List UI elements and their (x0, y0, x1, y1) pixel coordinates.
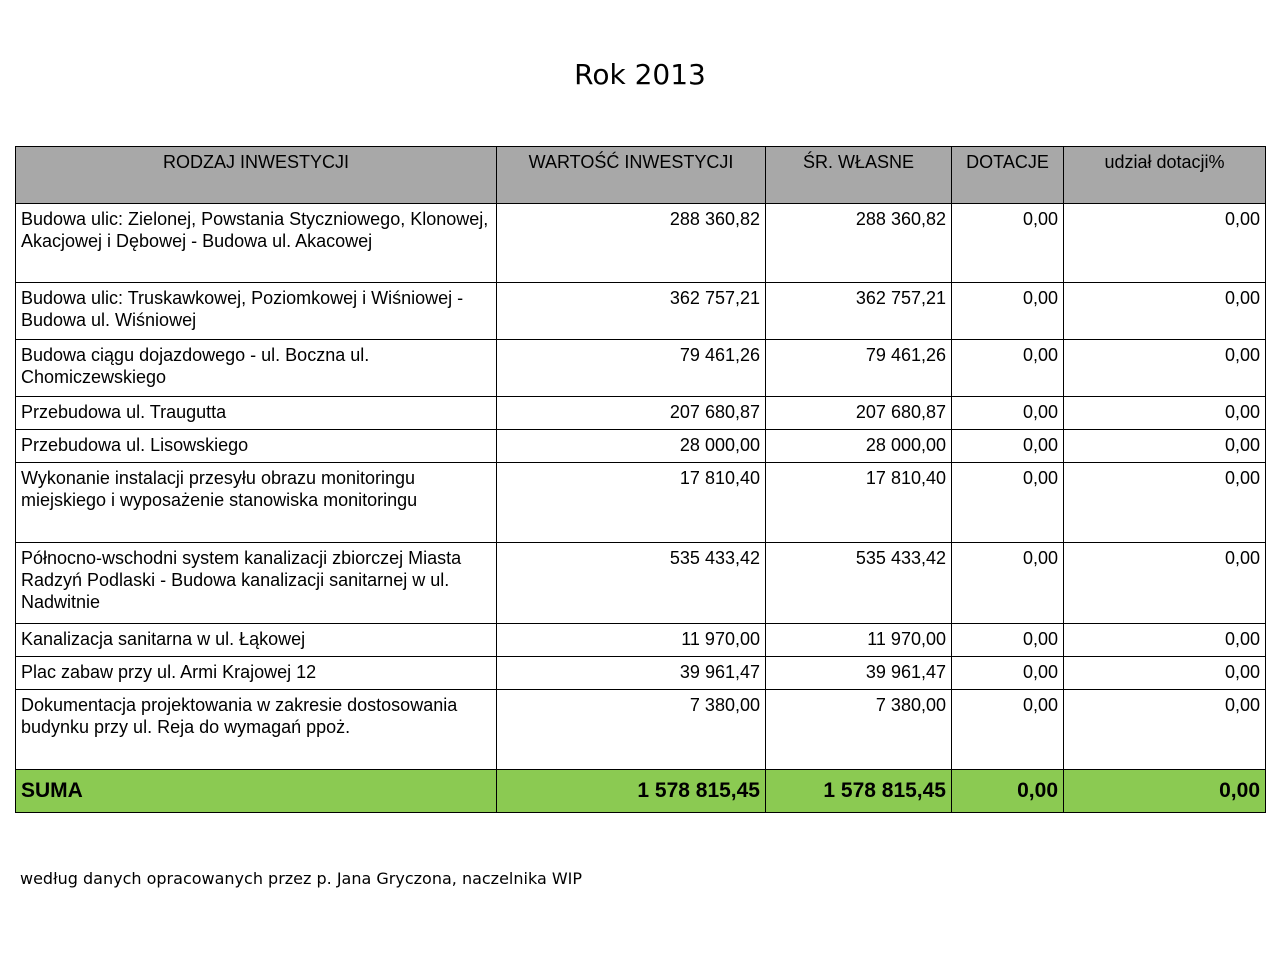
cell-own-funds: 28 000,00 (766, 430, 952, 463)
header-own-funds: ŚR. WŁASNE (766, 147, 952, 204)
sum-own-funds: 1 578 815,45 (766, 770, 952, 813)
cell-own-funds: 79 461,26 (766, 340, 952, 397)
cell-grant-share: 0,00 (1064, 657, 1266, 690)
cell-grants: 0,00 (952, 657, 1064, 690)
cell-own-funds: 39 961,47 (766, 657, 952, 690)
header-investment-type: RODZAJ INWESTYCJI (16, 147, 497, 204)
cell-own-funds: 535 433,42 (766, 543, 952, 624)
header-grant-share: udział dotacji% (1064, 147, 1266, 204)
cell-own-funds: 207 680,87 (766, 397, 952, 430)
cell-investment-name: Dokumentacja projektowania w zakresie dostosowania budynku przy ul. Reja do wymagań ppoż. (16, 690, 497, 770)
cell-grant-share: 0,00 (1064, 463, 1266, 543)
cell-grants: 0,00 (952, 204, 1064, 283)
cell-investment-name: Północno-wschodni system kanalizacji zbiorczej Miasta Radzyń Podlaski - Budowa kanalizacji sanitarnej w ul. Nadwitnie (16, 543, 497, 624)
table-row (16, 463, 1266, 543)
cell-grants: 0,00 (952, 543, 1064, 624)
cell-own-funds: 17 810,40 (766, 463, 952, 543)
cell-grant-share: 0,00 (1064, 397, 1266, 430)
cell-investment-value: 39 961,47 (497, 657, 766, 690)
sum-row (16, 770, 1266, 813)
cell-grants: 0,00 (952, 430, 1064, 463)
header-grants: DOTACJE (952, 147, 1064, 204)
cell-own-funds: 11 970,00 (766, 624, 952, 657)
investment-table (15, 146, 1266, 813)
cell-investment-value: 28 000,00 (497, 430, 766, 463)
table-row (16, 283, 1266, 340)
cell-grant-share: 0,00 (1064, 204, 1266, 283)
cell-investment-value: 535 433,42 (497, 543, 766, 624)
table-row (16, 204, 1266, 283)
source-footnote: według danych opracowanych przez p. Jana Gryczona, naczelnika WIP (20, 869, 583, 888)
cell-investment-value: 79 461,26 (497, 340, 766, 397)
cell-investment-value: 7 380,00 (497, 690, 766, 770)
table-row (16, 397, 1266, 430)
sum-grant-share: 0,00 (1064, 770, 1266, 813)
cell-investment-name: Przebudowa ul. Lisowskiego (16, 430, 497, 463)
table-row (16, 624, 1266, 657)
cell-own-funds: 7 380,00 (766, 690, 952, 770)
cell-investment-value: 11 970,00 (497, 624, 766, 657)
table-row (16, 340, 1266, 397)
sum-label: SUMA (16, 770, 497, 813)
cell-grant-share: 0,00 (1064, 430, 1266, 463)
table-row (16, 657, 1266, 690)
cell-grant-share: 0,00 (1064, 624, 1266, 657)
cell-own-funds: 288 360,82 (766, 204, 952, 283)
cell-grants: 0,00 (952, 397, 1064, 430)
cell-investment-name: Kanalizacja sanitarna w ul. Łąkowej (16, 624, 497, 657)
cell-investment-value: 362 757,21 (497, 283, 766, 340)
cell-investment-name: Budowa ulic: Truskawkowej, Poziomkowej i Wiśniowej - Budowa ul. Wiśniowej (16, 283, 497, 340)
cell-grant-share: 0,00 (1064, 690, 1266, 770)
cell-investment-value: 17 810,40 (497, 463, 766, 543)
table-row (16, 430, 1266, 463)
cell-grant-share: 0,00 (1064, 340, 1266, 397)
cell-investment-name: Budowa ulic: Zielonej, Powstania Styczniowego, Klonowej, Akacjowej i Dębowej - Budowa ul. Akacowej (16, 204, 497, 283)
cell-investment-value: 207 680,87 (497, 397, 766, 430)
cell-grant-share: 0,00 (1064, 283, 1266, 340)
header-investment-value: WARTOŚĆ INWESTYCJI (497, 147, 766, 204)
table-row (16, 543, 1266, 624)
cell-grants: 0,00 (952, 283, 1064, 340)
cell-own-funds: 362 757,21 (766, 283, 952, 340)
table-row (16, 690, 1266, 770)
sum-grants: 0,00 (952, 770, 1064, 813)
cell-investment-value: 288 360,82 (497, 204, 766, 283)
page-title: Rok 2013 (574, 58, 706, 91)
cell-investment-name: Plac zabaw przy ul. Armi Krajowej 12 (16, 657, 497, 690)
cell-grants: 0,00 (952, 340, 1064, 397)
sum-investment-value: 1 578 815,45 (497, 770, 766, 813)
cell-investment-name: Przebudowa ul. Traugutta (16, 397, 497, 430)
cell-investment-name: Budowa ciągu dojazdowego - ul. Boczna ul. Chomiczewskiego (16, 340, 497, 397)
cell-grant-share: 0,00 (1064, 543, 1266, 624)
table-header-row (16, 147, 1266, 204)
cell-grants: 0,00 (952, 690, 1064, 770)
cell-investment-name: Wykonanie instalacji przesyłu obrazu monitoringu miejskiego i wyposażenie stanowiska monitoringu (16, 463, 497, 543)
cell-grants: 0,00 (952, 624, 1064, 657)
cell-grants: 0,00 (952, 463, 1064, 543)
